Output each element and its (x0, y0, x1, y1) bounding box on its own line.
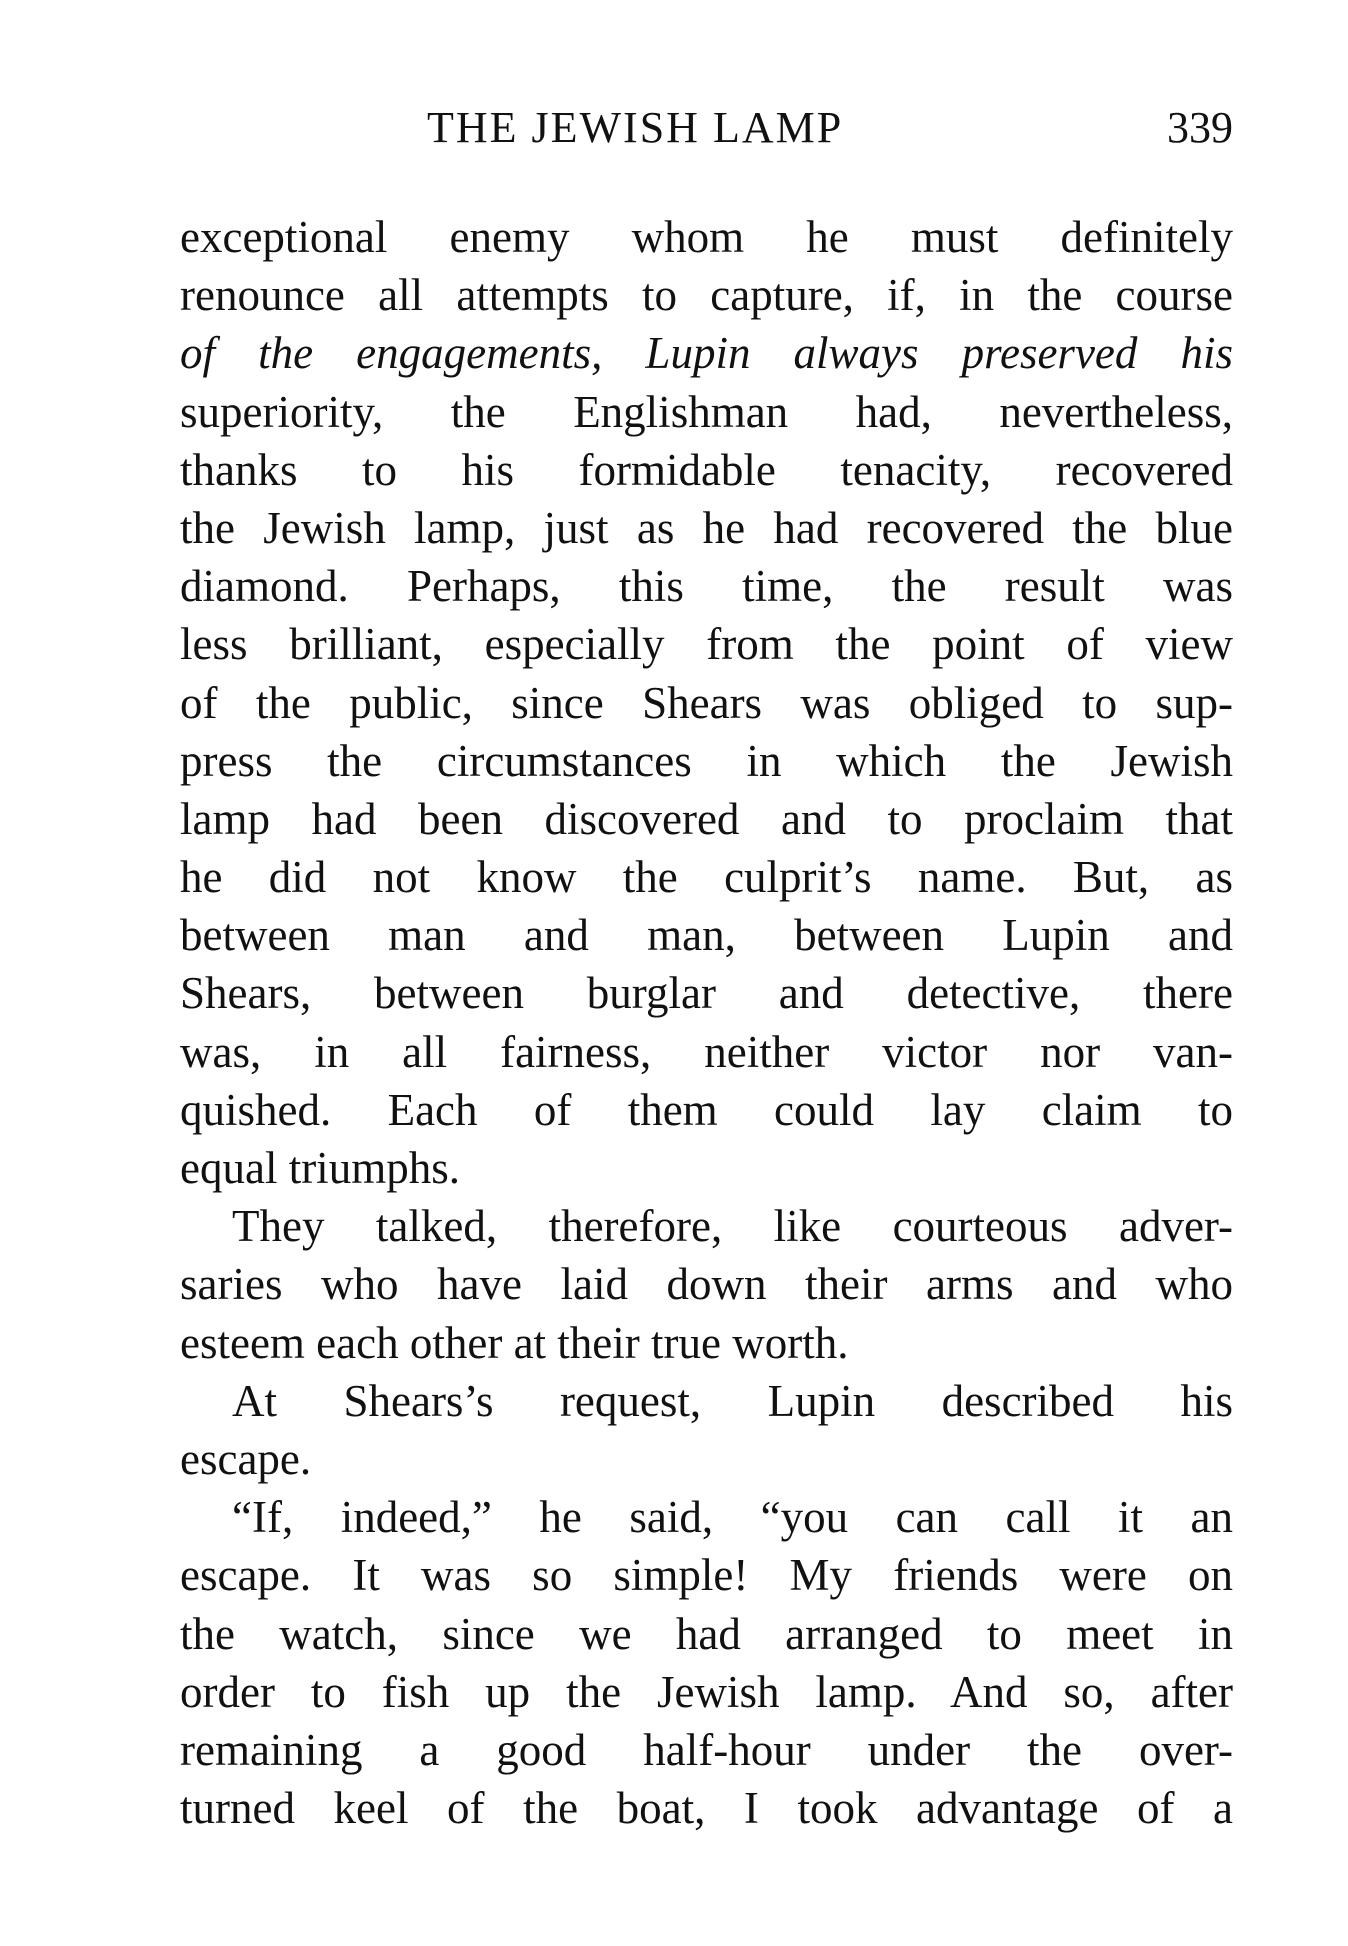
paragraph (180, 208, 1233, 1197)
text-line: turned keel of the boat, I took advantage of a (180, 1783, 1233, 1834)
text-line: less brilliant, especially from the point of view (180, 619, 1233, 670)
paragraph (180, 1197, 1233, 1372)
text-line: They talked, therefore, like courteous adver- (232, 1201, 1233, 1252)
italic-text: of the engagements, Lupin always preserved his (180, 328, 1233, 379)
running-title: THE JEWISH LAMP (427, 103, 844, 152)
text-line: superiority, the Englishman had, nevertheless, (180, 386, 1233, 437)
text-line: saries who have laid down their arms and who (180, 1259, 1233, 1310)
text-line: of the public, since Shears was obliged to sup- (180, 677, 1233, 728)
text-line: equal triumphs. (180, 1143, 460, 1193)
page-number: 339 (1167, 103, 1233, 152)
paragraph (180, 1372, 1233, 1488)
text-line: the Jewish lamp, just as he had recovered the blue (180, 502, 1233, 553)
text-line: Shears, between burglar and detective, there (180, 968, 1233, 1019)
text-line: order to fish up the Jewish lamp. And so, after (180, 1666, 1233, 1717)
text-line: the watch, since we had arranged to meet in (180, 1608, 1233, 1659)
text-line: he did not know the culprit’s name. But, as (180, 852, 1233, 903)
text-line: lamp had been discovered and to proclaim that (180, 793, 1233, 844)
text-line: between man and man, between Lupin and (180, 910, 1233, 961)
text-line: remaining a good half-hour under the over- (180, 1724, 1233, 1775)
text-line: was, in all fairness, neither victor nor van- (180, 1026, 1233, 1077)
text-line: exceptional enemy whom he must definitely (180, 212, 1233, 262)
text-line: renounce all attempts to capture, if, in the course (180, 270, 1233, 321)
text-line: press the circumstances in which the Jewish (180, 735, 1233, 786)
text-line (180, 324, 1233, 382)
text-line: thanks to his formidable tenacity, recovered (180, 444, 1233, 495)
text-line: diamond. Perhaps, this time, the result was (180, 561, 1233, 612)
text-line: escape. (180, 1433, 312, 1484)
text-line: esteem each other at their true worth. (180, 1317, 849, 1368)
page-body (180, 208, 1233, 1837)
text-line: “If, indeed,” he said, “you can call it an (232, 1492, 1233, 1543)
page-header (180, 98, 1233, 158)
text-line: escape. It was so simple! My friends were on (180, 1550, 1233, 1601)
paragraph (180, 1488, 1233, 1837)
text-line: At Shears’s request, Lupin described his (232, 1375, 1233, 1426)
text-line: quished. Each of them could lay claim to (180, 1084, 1233, 1135)
